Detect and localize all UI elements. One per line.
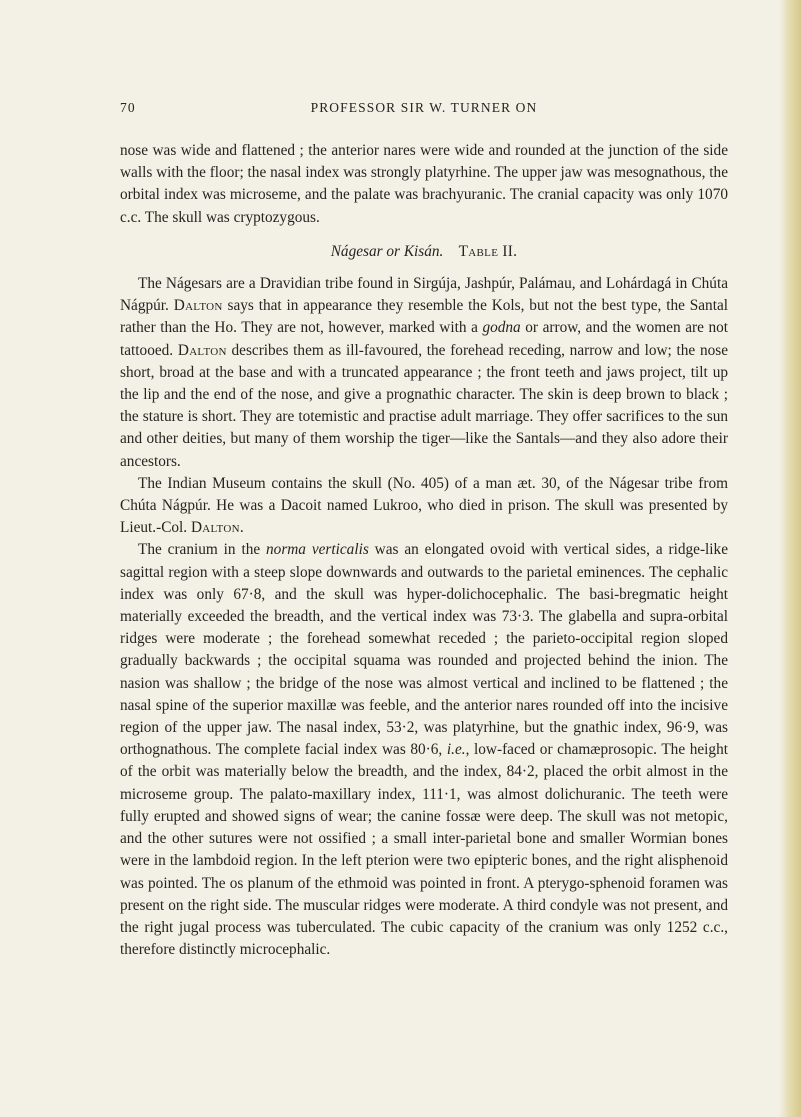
- text-run: or arrow, and the women are not tattooed.: [120, 319, 728, 359]
- book-page: [120, 100, 728, 961]
- paragraph-museum-skull: [120, 473, 728, 540]
- italic-term: i.e.: [446, 741, 466, 759]
- paragraph-cranium-description: [120, 539, 728, 961]
- text-run: .: [239, 519, 244, 537]
- section-heading: [120, 241, 728, 263]
- paragraph-tribe-description: [120, 273, 728, 473]
- table-reference: Table II.: [458, 242, 518, 260]
- body-text: [120, 140, 728, 961]
- section-title: Nágesar or Kisán.: [330, 242, 444, 260]
- running-title: PROFESSOR SIR W. TURNER ON: [310, 100, 538, 115]
- italic-term: norma verticalis: [266, 541, 369, 559]
- page-edge-shadow: [779, 0, 801, 1117]
- text-run: The Nágesars are a Dravidian tribe found in Sirgúja, Jashpúr, Palámau, and Lohárdagá in Chúta Nágpúr.: [120, 275, 728, 315]
- paragraph-continuation: nose was wide and flattened ; the anterior nares were wide and rounded at the junction of the side walls with the floor; the nasal index was strongly platyrhine. The upper jaw was mesognathous, the orbital index was microseme, and the palate was brachyuranic. The cranial capacity was only 1070 c.c. The skull was cryptozygous.: [120, 142, 728, 226]
- text-run: The Indian Museum contains the skull (No. 405) of a man æt. 30, of the Nágesar tribe from Chúta Nágpúr. He was a Dacoit named Lukroo, who died in prison. The skull was presented by Lieut.-Col.: [120, 474, 728, 537]
- text-run: describes them as ill-favoured, the forehead receding, narrow and low; the nose short, broad at the base and with a truncated appearance ; the front teeth and jaws project, tilt up the lip and the end of the nose, and give a prognathic character. The skin is deep brown to black ; the stature is short. They are totemistic and practise adult marriage. They offer sacrifices to the sun and other deities, but many of them worship the tiger—like the Santals—and they also adore their ancestors.: [120, 341, 728, 470]
- text-run: was an elongated ovoid with vertical sides, a ridge-like sagittal region with a steep slope downwards and outwards to the parietal eminences. The cephalic index was only 67·8, and the skull was hyper-dolichocephalic. The basi-bregmatic height materially exceeded the breadth, and the vertical index was 73·3. The glabella and supra-orbital ridges were moderate ; the forehead somewhat receded ; the parieto-occipital region sloped gradually backwards ; the occipital squama was rounded and projected behind the inion. The nasion was shallow ; the bridge of the nose was almost vertical and inclined to be flattened ; the nasal spine of the superior maxillæ was feeble, and the anterior nares rounded off into the incisive region of the upper jaw. The nasal index, 53·2, was platyrhine, but the gnathic index, 96·9, was orthognathous. The complete facial index was 80·6,: [120, 541, 728, 759]
- italic-term: godna: [482, 319, 521, 337]
- author-name: Dalton: [177, 341, 227, 359]
- text-run: The cranium in the: [138, 541, 267, 559]
- text-run: says that in appearance they resemble the Kols, but not the best type, the Santal rather than the Ho. They are not, however, marked with a: [120, 297, 728, 337]
- page-number: 70: [120, 100, 136, 115]
- running-header: [120, 100, 728, 124]
- author-name: Dalton: [190, 519, 240, 537]
- text-run: , low-faced or chamæprosopic. The height of the orbit was materially below the breadth, and the index, 84·2, placed the orbit almost in the microseme group. The palato-maxillary index, 111·1, was almost dolichuranic. The teeth were fully erupted and showed signs of wear; the canine fossæ were deep. The skull was not metopic, and the other sutures were not ossified ; a small inter-parietal bone and smaller Wormian bones were in the lambdoid region. In the left pterion were two epipteric bones, and the right alisphenoid was pointed. The os planum of the ethmoid was pointed in front. A pterygo-sphenoid foramen was present on the right side. The muscular ridges were moderate. A third condyle was not present, and the right jugal process was tuberculated. The cubic capacity of the cranium was only 1252 c.c., therefore distinctly microcephalic.: [120, 741, 728, 959]
- author-name: Dalton: [173, 297, 223, 315]
